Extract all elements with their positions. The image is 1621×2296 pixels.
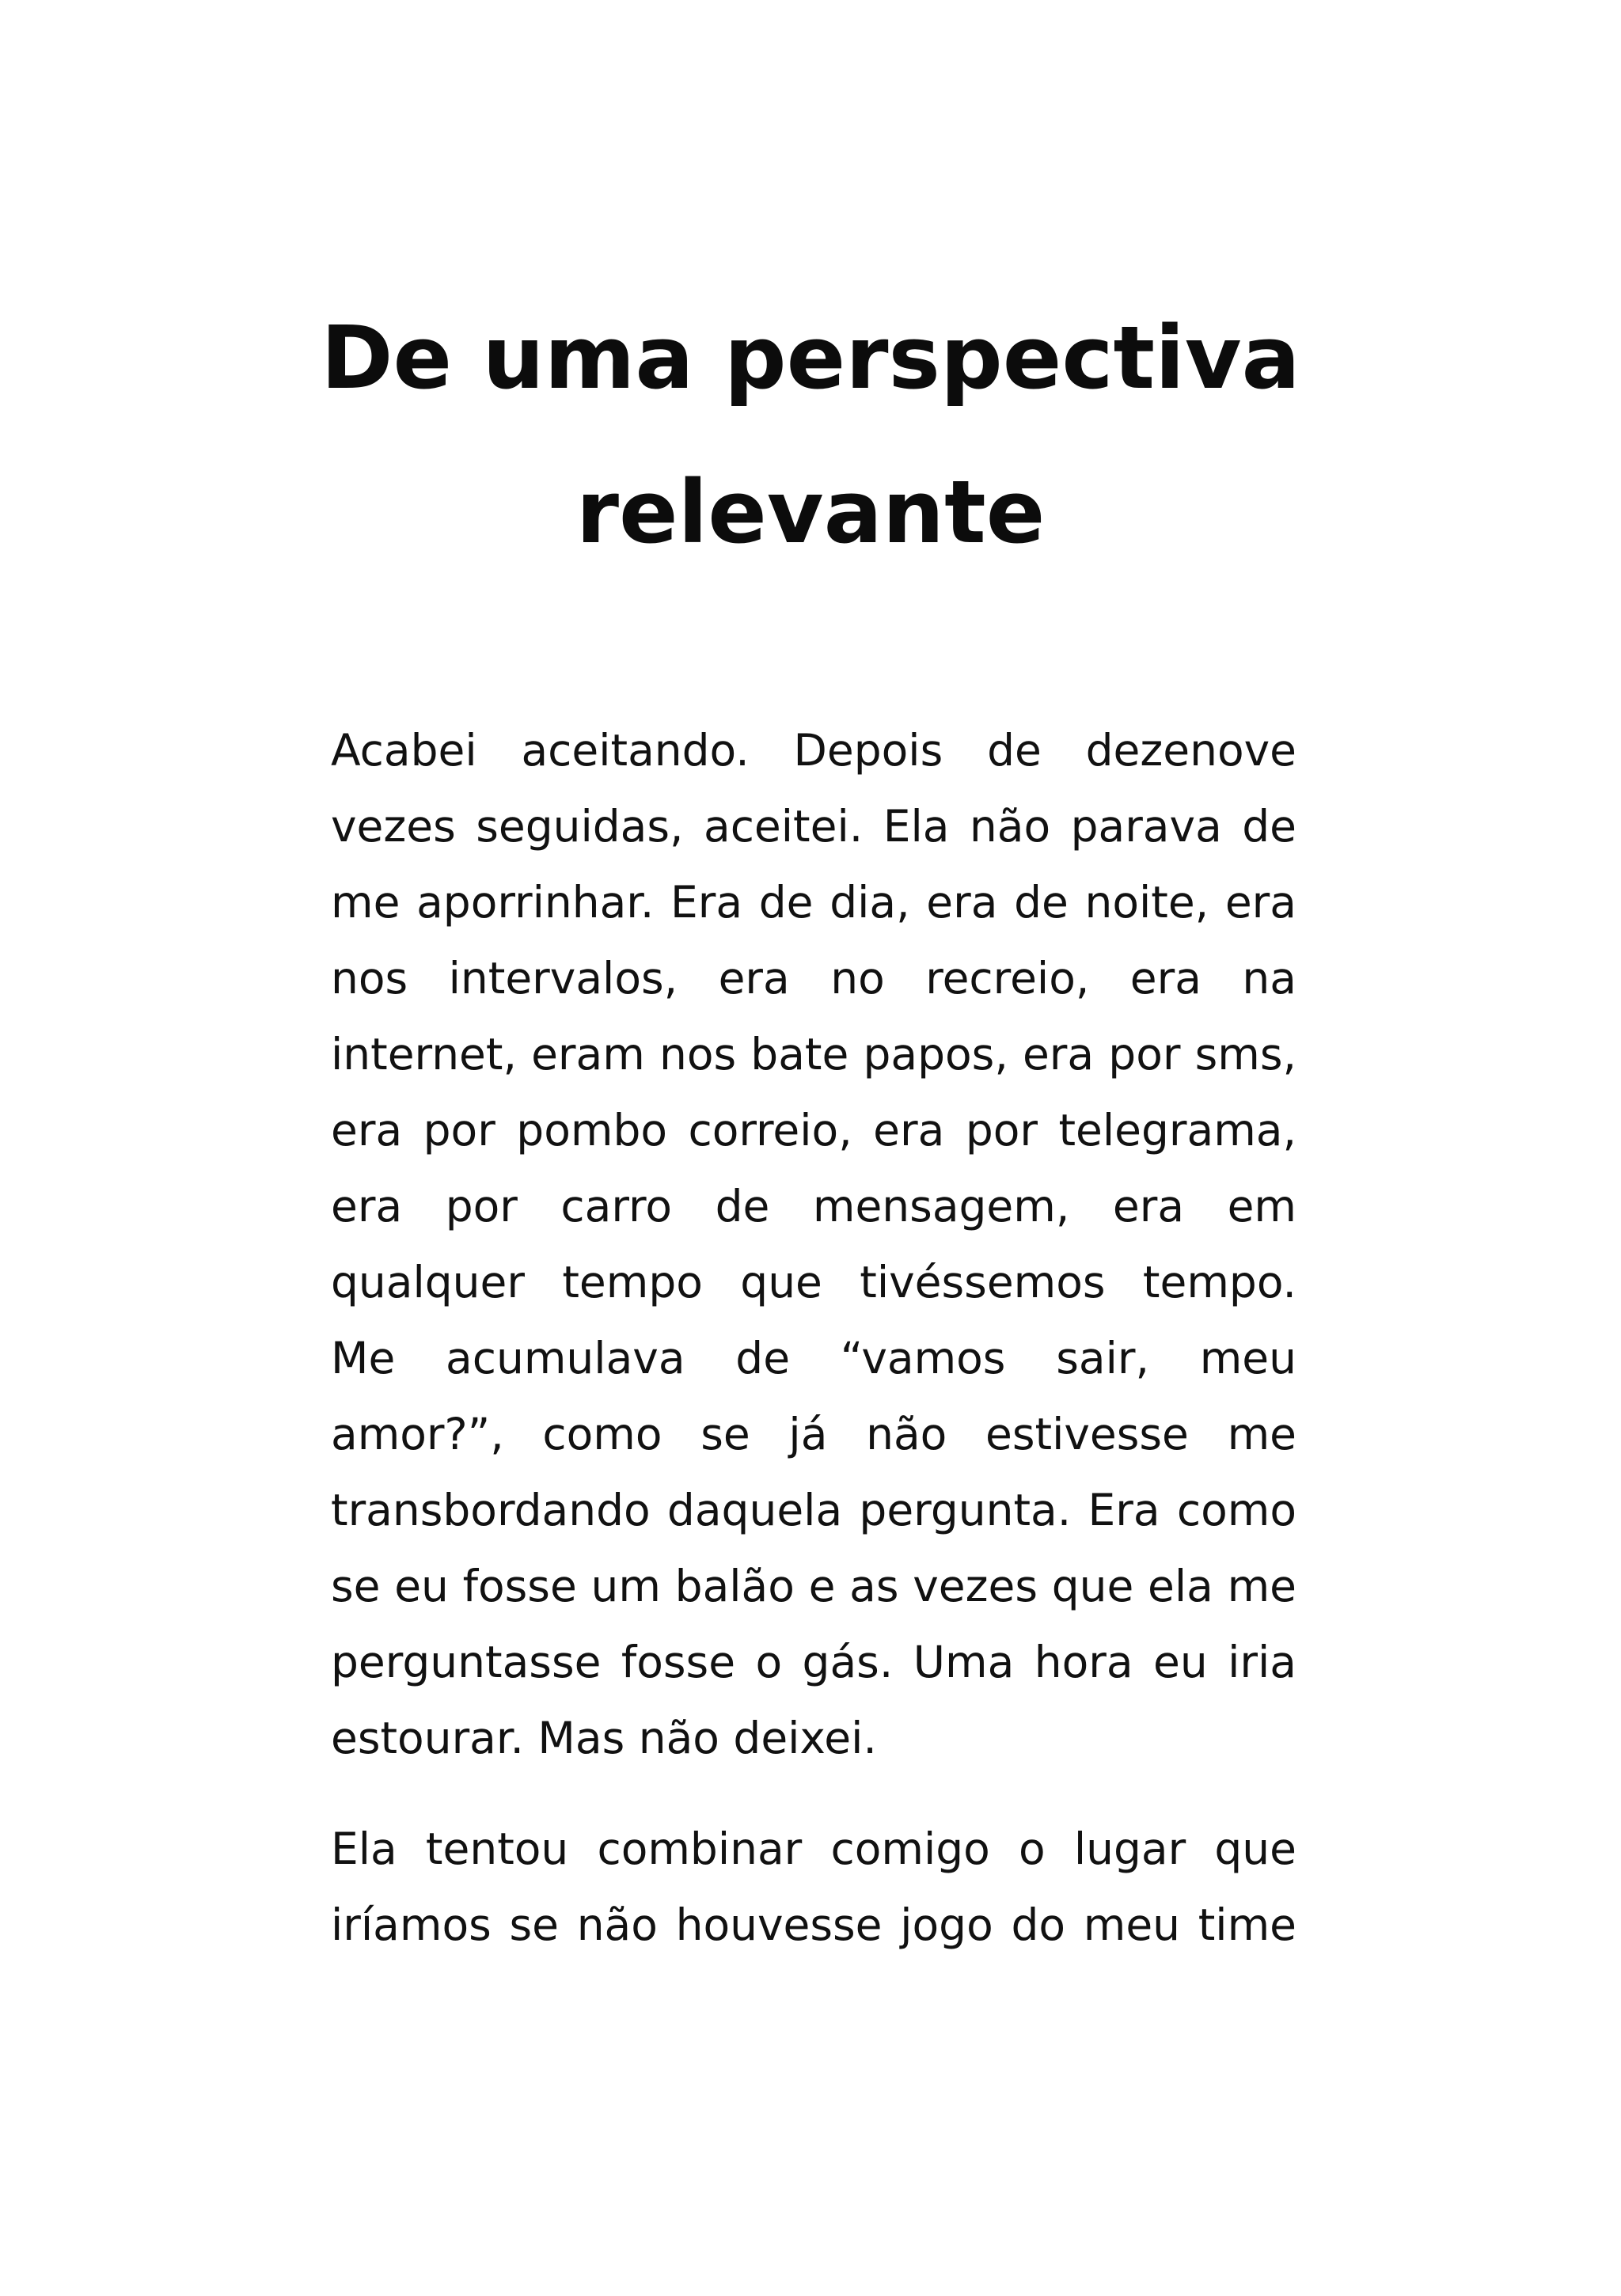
text-line: me aporrinhar. Era de dia, era de noite, era: [331, 877, 1296, 928]
text-line: estourar. Mas não deixei.: [331, 1713, 877, 1763]
text-line: Acabei aceitando. Depois de dezenove: [331, 725, 1296, 776]
text-line: era por pombo correio, era por telegrama,: [331, 1105, 1296, 1156]
text-line: nos intervalos, era no recreio, era na: [331, 953, 1296, 1004]
title-line-2: relevante: [575, 461, 1046, 563]
text-line: era por carro de mensagem, era em: [331, 1181, 1296, 1231]
text-line: se eu fosse um balão e as vezes que ela me: [331, 1561, 1296, 1611]
paragraph-1: [331, 712, 1296, 1776]
title-line-1: De uma perspectiva: [321, 307, 1300, 408]
text-line: vezes seguidas, aceitei. Ela não parava de: [331, 801, 1296, 852]
text-line: transbordando daquela pergunta. Era como: [331, 1485, 1296, 1535]
text-line: perguntasse fosse o gás. Uma hora eu iria: [331, 1637, 1296, 1687]
text-line: iríamos se não houvesse jogo do meu time: [331, 1899, 1296, 1950]
text-line: internet, eram nos bate papos, era por sms,: [331, 1029, 1296, 1080]
text-line: amor?”, como se já não estivesse me: [331, 1409, 1296, 1459]
text-line: Me acumulava de “vamos sair, meu: [331, 1333, 1296, 1383]
body-text: [331, 712, 1296, 1963]
document-title: [0, 281, 1621, 590]
text-line: qualquer tempo que tivéssemos tempo.: [331, 1257, 1296, 1307]
text-line: Ela tentou combinar comigo o lugar que: [331, 1824, 1296, 1874]
paragraph-2: [331, 1811, 1296, 1963]
